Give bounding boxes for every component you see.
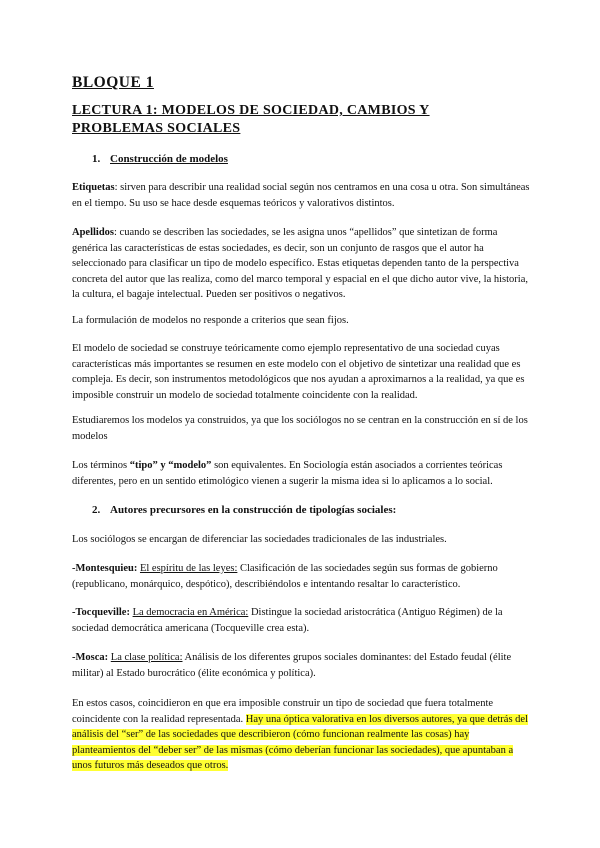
paragraph-formulacion: La formulación de modelos no responde a criterios que sean fijos. bbox=[72, 315, 349, 326]
paragraph-mosca bbox=[72, 650, 532, 681]
paragraph-tocqueville bbox=[72, 605, 532, 636]
paragraph-apellidos bbox=[72, 225, 532, 303]
block-title: BLOQUE 1 bbox=[72, 74, 154, 91]
paragraph-etiquetas bbox=[72, 180, 532, 211]
etiquetas-text: : sirven para describir una realidad social según nos centramos en una cosa u otra. Son simultáneas en el tiempo. Su uso se hace desde esquemas teóricos y valorativos distintos. bbox=[72, 182, 530, 209]
paragraph-estudiaremos: Estudiaremos los modelos ya construidos, ya que los sociólogos no se centran en la construcción en sí de los modelos bbox=[72, 415, 528, 442]
tocqueville-text: Distingue la sociedad aristocrática (Antiguo Régimen) de la sociedad democrática americana (Tocqueville crea esta). bbox=[72, 607, 503, 634]
author-mosca: -Mosca: bbox=[72, 652, 109, 663]
mosca-text: Análisis de los diferentes grupos sociales dominantes: del Estado feudal (élite militar) al Estado burocrático (élite económica y política). bbox=[72, 652, 512, 679]
paragraph-sociologos: Los sociólogos se encargan de diferenciar las sociedades tradicionales de las industriales. bbox=[72, 534, 447, 545]
term-tipo: “tipo” bbox=[129, 460, 158, 471]
conclusion-highlighted: Hay una óptica valorativa en los diversos autores, ya que detrás del análisis del “ser” de las sociedades que describieron (cómo funcionan realmente las cosas) hay planteamientos del “deber ser” de las mismas (cómo deberían funcionar las sociedades), que apuntaban a unos futuros más deseados que otros. bbox=[72, 713, 528, 772]
apellidos-text: : cuando se describen las sociedades, se les asigna unos “apellidos” que sintetizan de forma genérica las características de estas sociedades, es decir, son un conjunto de rasgos que el autor ha seleccionado para clasificar un tipo de modelo específico. Estas etiquetas dependen tanto de la perspectiva concreta del autor que las realiza, como del marco temporal y espacial en el que dicho autor vive, la historia, la cultura, el bagaje intelectual. Pueden ser positivos o negativos. bbox=[72, 227, 528, 301]
section-2-heading bbox=[92, 504, 396, 516]
term-apellidos: Apellidos bbox=[72, 227, 115, 238]
montesquieu-text: Clasificación de las sociedades según sus formas de gobierno (republicano, monárquico, despótico), describiéndolos e intentando resaltar lo característico. bbox=[72, 563, 498, 590]
paragraph-modelo: El modelo de sociedad se construye teóricamente como ejemplo representativo de una sociedad cuyas características más importantes se resumen en este modelo con el objetivo de sintetizar una realidad que es compleja. Es decir, son instrumentos metodológicos que nos ayudan a aproximarnos a la realidad, ya que es imposible construir un modelo de sociedad totalmente coincidente con la realidad. bbox=[72, 343, 525, 401]
work-mosca: La clase política: bbox=[110, 652, 183, 663]
terminos-y: y bbox=[157, 460, 169, 471]
work-tocqueville: La democracia en América: bbox=[132, 607, 249, 618]
terminos-pre: Los términos bbox=[72, 460, 130, 471]
section-2-number: 2. bbox=[92, 504, 101, 516]
work-montesquieu: El espíritu de las leyes: bbox=[139, 563, 238, 574]
conclusion-plain: En estos casos, coincidieron en que era imposible construir un tipo de sociedad que fuera totalmente coincidente con la realidad representada. bbox=[72, 698, 494, 725]
paragraph-montesquieu bbox=[72, 561, 532, 592]
author-tocqueville: -Tocqueville: bbox=[72, 607, 130, 618]
term-etiquetas: Etiquetas bbox=[72, 182, 115, 193]
term-modelo: “modelo” bbox=[168, 460, 212, 471]
author-montesquieu: -Montesquieu: bbox=[72, 563, 138, 574]
terminos-post: son equivalentes. En Sociología están asociados a corrientes teóricas diferentes, pero en un sentido etimológico vienen a sugerir la misma idea si lo aplicamos a lo social. bbox=[72, 460, 503, 487]
lecture-title: LECTURA 1: MODELOS DE SOCIEDAD, CAMBIOS Y PROBLEMAS SOCIALES bbox=[72, 103, 430, 136]
section-1-heading bbox=[92, 153, 228, 165]
paragraph-conclusion bbox=[72, 696, 532, 774]
section-1-title: Construcción de modelos bbox=[110, 153, 228, 165]
section-1-number: 1. bbox=[92, 153, 101, 165]
paragraph-terminos bbox=[72, 458, 532, 489]
section-2-title: Autores precursores en la construcción de tipologías sociales: bbox=[110, 504, 397, 516]
